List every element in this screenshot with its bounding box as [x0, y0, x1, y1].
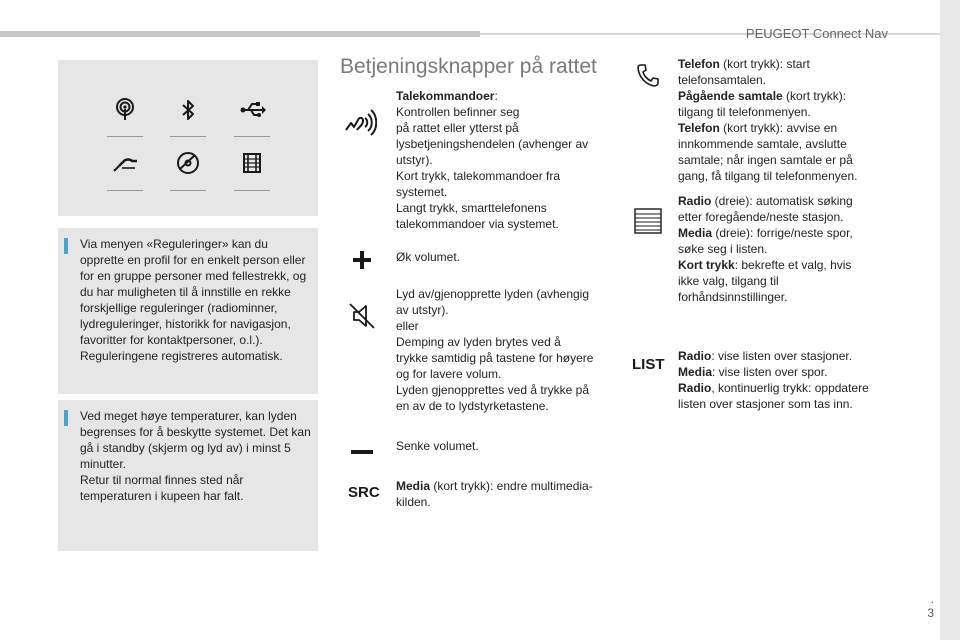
plus-icon: [352, 250, 372, 270]
phone-description: Telefon (kort trykk): start telefonsamtalen. Pågående samtale (kort trykk): tilgang til telefonmenyen. Telefon (kort trykk): avvise en innkommende samtale, avslutte samtale; når ingen samtale er på gang, få tilgang til telefonmenyen.: [678, 57, 858, 183]
footer-dot: .: [930, 592, 934, 606]
mute-icon: [348, 302, 376, 330]
src-description: Media (kort trykk): endre multimedia-kilden.: [396, 479, 593, 509]
voice-command-description: Talekommandoer: Kontrollen befinner seg på rattet eller ytterst på lysbetjeningshendelen (avhenger av utstyr). Kort trykk, talekommandoer fra systemet. Langt trykk, smarttelefonens talekommandoer via systemet.: [396, 89, 589, 231]
usb-icon: [235, 98, 269, 150]
cd-icon: [171, 152, 205, 204]
src-button-label: SRC: [348, 484, 380, 501]
voice-command-icon: [343, 108, 377, 136]
minus-icon: [350, 448, 374, 456]
top-rule-left: [0, 31, 480, 37]
info-note-temperature: [58, 400, 318, 551]
aux-cable-icon: [108, 152, 142, 204]
sidebar-strip: [940, 0, 960, 640]
header-brand: PEUGEOT Connect Nav: [745, 26, 888, 41]
mute-description: Lyd av/gjenopprette lyden (avhengig av utstyr). eller Demping av lyden brytes ved å trykke samtidig på tastene for høyere og for lavere volum. Lyden gjenopprettes ved å trykke på en av de to lydstyrketastene.: [396, 287, 594, 413]
list-button-label: LIST: [632, 356, 665, 373]
thumbwheel-description: Radio (dreie): automatisk søking etter foregående/neste stasjon. Media (dreie): forrige/neste spor, søke seg i listen. Kort trykk: bekrefte et valg, hvis ikke valg, tilgang til forhåndsinnstillinger.: [678, 194, 853, 304]
voice-command-label: Talekommandoer: [396, 89, 495, 103]
info-note-temperature-text: Ved meget høye temperaturer, kan lyden begrenses for å beskytte systemet. Det kan gå i standby (skjerm og lyd av) i minst 5 minutter. Retur til normal finnes sted når temperaturen i kupeen har falt.: [80, 409, 311, 503]
bluetooth-icon: [171, 98, 205, 150]
info-bar-icon: [64, 238, 68, 254]
thumbwheel-icon: [634, 208, 662, 234]
volume-down-description: Senke volumet.: [396, 439, 479, 453]
source-icon-panel: [58, 60, 318, 216]
section-title: Betjeningsknapper på rattet: [340, 55, 597, 78]
volume-up-description: Øk volumet.: [396, 250, 461, 264]
phone-icon: [636, 62, 660, 88]
info-note-settings: [58, 228, 318, 394]
page-number: 3: [927, 606, 934, 620]
info-note-settings-text: Via menyen «Reguleringer» kan du opprette en profil for en enkelt person eller for en gruppe personer med fellestrekk, og du har muligheten til å innstille en rekke forskjellige reguleringer (radiominner, lydreguleringer, historikk for navigasjon, favoritter for kontaktpersoner, o.l.). Reguleringene registreres automatisk.: [80, 237, 307, 363]
info-bar-icon: [64, 410, 68, 426]
radio-icon: [108, 98, 142, 150]
video-icon: [235, 152, 269, 204]
list-description: Radio: vise listen over stasjoner. Media: vise listen over spor. Radio, kontinuerlig trykk: oppdatere listen over stasjoner som tas inn.: [678, 349, 869, 411]
